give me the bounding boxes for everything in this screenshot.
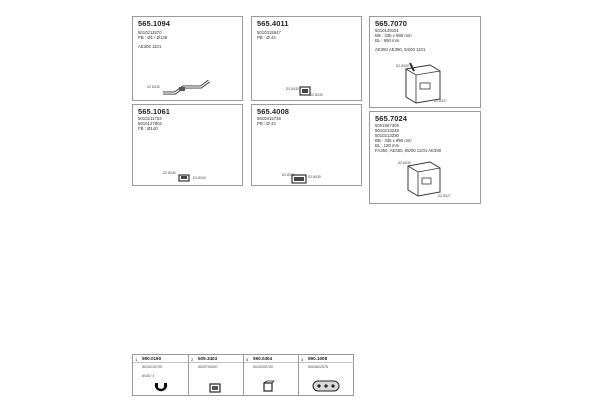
- bracket-icon: [209, 383, 221, 393]
- vehicle-fit: FA350, AE350, 85/00 11/01 AE390: [375, 148, 442, 153]
- oem-number: 5010213230: [375, 133, 399, 138]
- clamp-drawing: [290, 173, 312, 185]
- oem-number: 5001967309: [375, 123, 399, 128]
- part-code: 565.4008: [257, 107, 290, 116]
- dimension-label: D2 Ø130: [308, 175, 321, 179]
- oem-number: 5010127802: [138, 121, 162, 126]
- dimension-label: D2 Ø130: [310, 93, 323, 97]
- oem-number: 5010215709: [142, 365, 162, 369]
- hanger-strap-icon: [311, 379, 341, 393]
- part-note: Ø148 / 4: [142, 374, 155, 378]
- dimension-label: D2 Ø130: [396, 64, 409, 68]
- accessory-cell[interactable]: [244, 355, 299, 395]
- dimension-label: D2 Ø130: [398, 161, 411, 165]
- oem-number: 5010315647: [257, 30, 281, 35]
- part-number: 590.1008: [308, 356, 328, 361]
- part-number: 509.3403: [198, 356, 218, 361]
- clamp-drawing: [298, 85, 314, 97]
- oem-number: 5010211753: [138, 116, 162, 121]
- pipe-drawing: [161, 75, 221, 100]
- item-index: 4: [301, 357, 304, 362]
- muffler-drawing: [400, 61, 448, 105]
- part-card-565-7024[interactable]: [369, 111, 481, 204]
- oem-number: 5010211570: [138, 30, 162, 35]
- divider: [244, 362, 298, 363]
- part-spec: BB : 335 x 990 mm: [375, 33, 412, 38]
- vehicle-fit: AE350 AE390, 94/00 1101: [375, 47, 426, 52]
- oem-number: 5010200700: [253, 365, 273, 369]
- item-index: 3: [246, 357, 249, 362]
- oem-number: 5000794007: [198, 365, 218, 369]
- part-spec: PB : Ø 43: [257, 121, 276, 126]
- dimension-label: D2 Ø127: [434, 99, 447, 103]
- dimension-label: D2 Ø130: [163, 171, 176, 175]
- part-card-565-1061[interactable]: [132, 104, 243, 186]
- clamp-icon: [153, 379, 169, 393]
- part-code: 565.1094: [138, 19, 171, 28]
- part-card-565-7070[interactable]: [369, 16, 481, 108]
- part-spec: PB : Ø 43: [257, 35, 276, 40]
- dimension-label: D2 Ø140: [193, 176, 206, 180]
- part-number: 590.0160: [142, 356, 162, 361]
- part-card-565-4011[interactable]: [251, 16, 362, 101]
- part-card-565-1094[interactable]: [132, 16, 243, 101]
- dimension-label: D2 Ø130: [147, 85, 160, 89]
- vehicle-fit: AE300 1101: [138, 44, 162, 49]
- accessory-cell[interactable]: [189, 355, 244, 395]
- item-index: 2: [191, 357, 194, 362]
- clamp-drawing: [177, 173, 193, 183]
- part-spec: BB : 335 x 990 mm: [375, 138, 412, 143]
- part-code: 565.4011: [257, 19, 289, 28]
- part-spec: BL : 990 mm: [375, 38, 400, 43]
- part-spec: PB : Ø1 / Ø148: [138, 35, 168, 40]
- item-index: 1: [135, 357, 138, 362]
- dimension-label: D2 Ø130: [282, 173, 295, 177]
- divider: [133, 362, 188, 363]
- part-code: 565.1061: [138, 107, 171, 116]
- accessory-parts-strip: [132, 354, 354, 396]
- divider: [189, 362, 243, 363]
- oem-number: 5010213249: [375, 128, 399, 133]
- accessory-cell[interactable]: [299, 355, 354, 395]
- part-card-565-4008[interactable]: [251, 104, 362, 186]
- rubber-mount-icon: [262, 381, 274, 393]
- oem-number: 5010315738: [257, 116, 281, 121]
- oem-number: 5010149151: [375, 28, 399, 33]
- part-spec: BL : 180 mm: [375, 143, 400, 148]
- part-number: 590.0404: [253, 356, 273, 361]
- dimension-label: D2 Ø130: [286, 87, 299, 91]
- part-spec: FB : Ø140: [138, 126, 158, 131]
- part-code: 565.7070: [375, 19, 408, 28]
- accessory-cell[interactable]: [133, 355, 189, 395]
- divider: [299, 362, 354, 363]
- part-code: 565.7024: [375, 114, 408, 123]
- oem-number: 5004822578: [308, 365, 328, 369]
- muffler-drawing: [402, 158, 446, 198]
- dimension-label: D2 Ø127: [438, 194, 451, 198]
